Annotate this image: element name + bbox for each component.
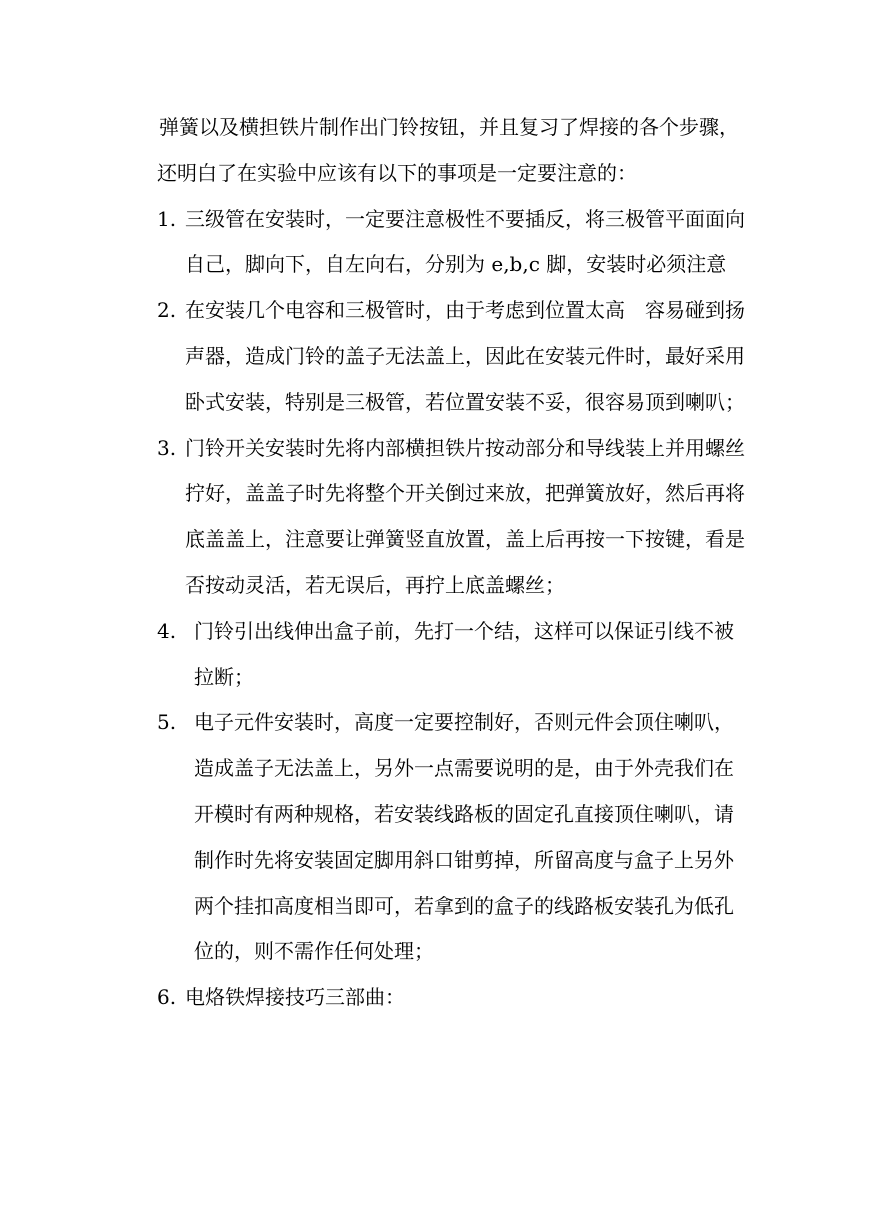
list-item-text: 电子元件安装时，高度一定要控制好，否则元件会顶住喇叭，造成盖子无法盖上，另外一点需要说明的是，由于外壳我们在开模时有两种规格，若安装线路板的固定孔直接顶住喇叭，请制作时先将安装固定脚用斜口钳剪掉，所留高度与盒子上另外两个挂扣高度相当即可，若拿到的盒子的线路板安装孔为低孔位的，则不需作任何处理；	[194, 710, 734, 964]
list-item-5	[157, 700, 747, 975]
document-body	[157, 105, 747, 1021]
list-item-2	[157, 288, 747, 425]
list-item-4	[157, 609, 747, 701]
list-item-6	[157, 975, 747, 1021]
list-item-number: 4.	[157, 618, 177, 643]
list-item-number: 5.	[157, 710, 177, 735]
list-item-number: 3.	[157, 435, 177, 460]
list-item-3	[157, 426, 747, 609]
list-item-number: 1.	[157, 206, 177, 231]
list-item-text: 门铃开关安装时先将内部横担铁片按动部分和导线装上并用螺丝拧好，盖盖子时先将整个开关倒过来放，把弹簧放好，然后再将底盖盖上，注意要让弹簧竖直放置，盖上后再按一下按键，看是否按动灵活，若无误后，再拧上底盖螺丝；	[185, 435, 745, 597]
list-item-text: 门铃引出线伸出盒子前，先打一个结，这样可以保证引线不被拉断；	[194, 618, 734, 689]
intro-paragraph: 弹簧以及横担铁片制作出门铃按钮，并且复习了焊接的各个步骤，还明白了在实验中应该有以下的事项是一定要注意的：	[157, 115, 739, 185]
list-item-number: 6.	[157, 985, 177, 1010]
list-item-text: 在安装几个电容和三极管时，由于考虑到位置太高 容易碰到扬声器，造成门铃的盖子无法盖上，因此在安装元件时，最好采用卧式安装，特别是三极管，若位置安装不妥，很容易顶到喇叭；	[185, 298, 745, 414]
list-item-text: 三级管在安装时，一定要注意极性不要插反，将三极管平面面向自己，脚向下，自左向右，分别为 e,b,c 脚，安装时必须注意	[185, 206, 745, 277]
list-item-number: 2.	[157, 298, 177, 323]
list-item-1	[157, 197, 747, 289]
list-item-text: 电烙铁焊接技巧三部曲：	[185, 985, 405, 1010]
